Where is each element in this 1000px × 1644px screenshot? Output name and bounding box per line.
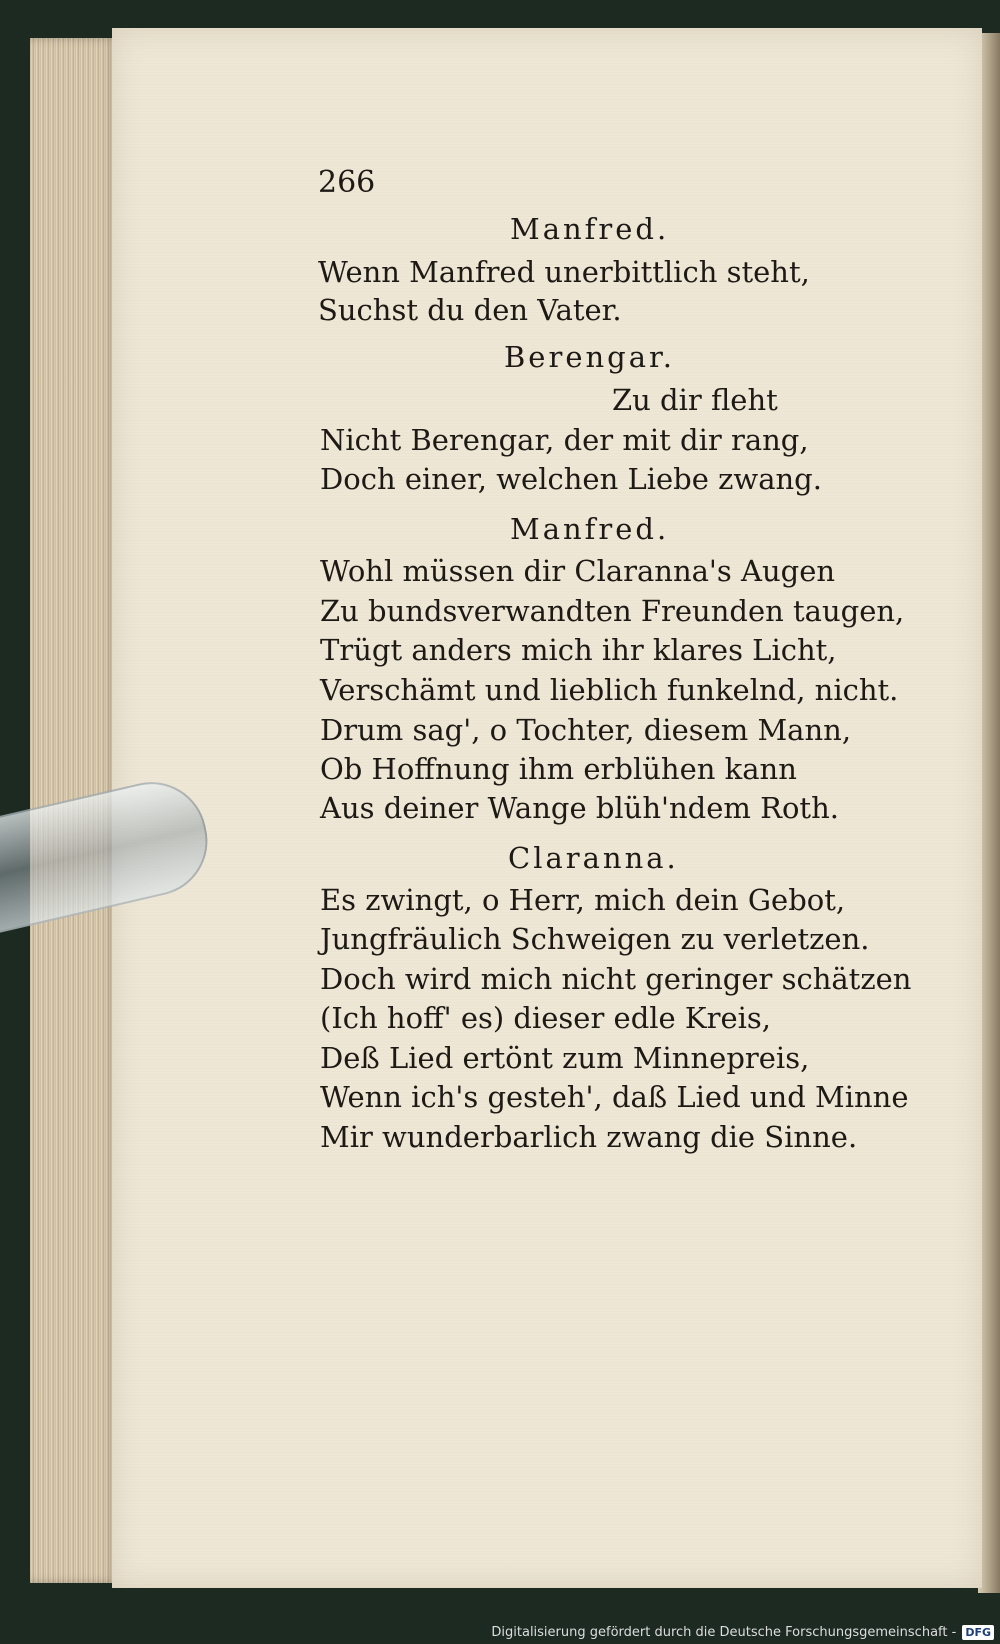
verse-line: Wohl müssen dir Claranna's Augen (320, 554, 836, 588)
speaker-berengar: Berengar. (504, 340, 675, 374)
verse-line: Ob Hoffnung ihm erblühen kann (320, 752, 797, 786)
verse-line: Zu bundsverwandten Freunden taugen, (320, 594, 905, 628)
verse-line: Doch wird mich nicht geringer schätzen (320, 962, 912, 996)
verse-line: Wenn Manfred unerbittlich steht, (318, 255, 810, 289)
verse-line: Suchst du den Vater. (318, 293, 622, 327)
footer-text: Digitalisierung gefördert durch die Deutsche Forschungsgemeinschaft - (491, 1624, 957, 1640)
verse-line: Zu dir fleht (612, 383, 778, 417)
verse-line: Drum sag', o Tochter, diesem Mann, (320, 713, 852, 747)
verse-line: Jungfräulich Schweigen zu verletzen. (320, 922, 870, 956)
verse-line: Es zwingt, o Herr, mich dein Gebot, (320, 883, 846, 917)
verse-line: Verschämt und lieblich funkelnd, nicht. (320, 673, 899, 707)
page-number: 266 (318, 165, 376, 200)
speaker-manfred: Manfred. (510, 512, 670, 546)
verse-line: Doch einer, welchen Liebe zwang. (320, 462, 822, 496)
speaker-claranna: Claranna. (508, 841, 679, 875)
verse-line: Mir wunderbarlich zwang die Sinne. (320, 1120, 858, 1154)
verse-line: Wenn ich's gesteh', daß Lied und Minne (320, 1080, 909, 1114)
verse-line: Trügt anders mich ihr klares Licht, (320, 633, 837, 667)
digitization-footer (491, 1622, 994, 1642)
verse-line: Nicht Berengar, der mit dir rang, (320, 423, 809, 457)
verse-line: (Ich hoff' es) dieser edle Kreis, (320, 1001, 771, 1035)
verse-line: Deß Lied ertönt zum Minnepreis, (320, 1041, 810, 1075)
dfg-logo: DFG (962, 1625, 994, 1640)
speaker-manfred: Manfred. (510, 212, 670, 246)
verse-line: Aus deiner Wange blüh'ndem Roth. (320, 791, 839, 825)
